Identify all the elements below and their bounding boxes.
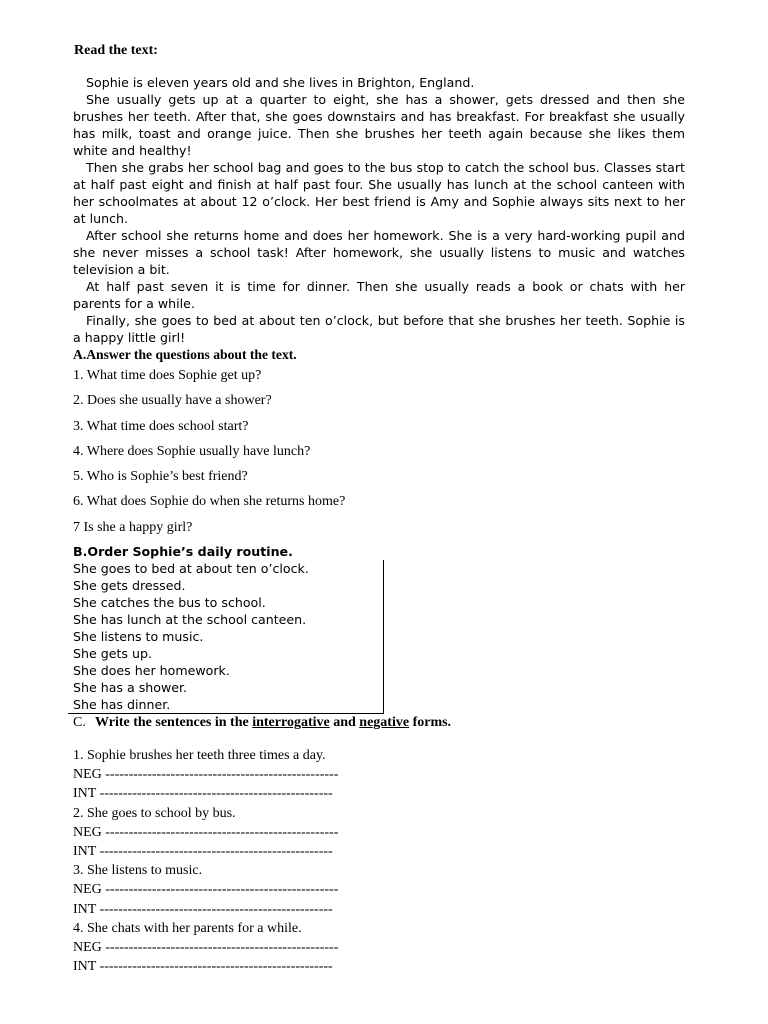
routine-item: She gets up.: [73, 646, 152, 661]
exercise-sentence: 4. She chats with her parents for a while.: [73, 920, 302, 936]
routine-item: She listens to music.: [73, 629, 204, 644]
routine-item: She catches the bus to school.: [73, 595, 266, 610]
int-answer-line[interactable]: INT --------------------------------------------------: [73, 901, 333, 917]
exercise-item: [73, 919, 338, 977]
neg-answer-line[interactable]: NEG --------------------------------------------------: [73, 882, 339, 898]
passage-paragraph: After school she returns home and does her homework. She is a very hard-working pupil and she never misses a school task! After homework, she usually listens to music and watches television a bit.: [73, 228, 685, 277]
routine-item: She gets dressed.: [73, 578, 186, 593]
neg-answer-line[interactable]: NEG --------------------------------------------------: [73, 824, 339, 840]
table-bottom-border: [68, 713, 384, 714]
keyword-interrogative: interrogative: [252, 715, 330, 730]
section-c-text: forms.: [412, 715, 452, 730]
passage-paragraph: Then she grabs her school bag and goes to the bus stop to catch the school bus. Classes start at half past eight and finish at half past four. She usually has lunch at the school canteen with her schoolmates at about 12 o’clock. Her best friend is Amy and Sophie always sits next to her at lunch.: [73, 160, 685, 226]
routine-item: She has lunch at the school canteen.: [73, 612, 307, 627]
section-c-letter: C.: [73, 715, 86, 730]
exercise-sentence: 2. She goes to school by bus.: [73, 805, 236, 821]
neg-answer-line[interactable]: NEG --------------------------------------------------: [73, 767, 339, 783]
exercise-item: [73, 746, 338, 804]
int-answer-line[interactable]: INT --------------------------------------------------: [73, 843, 333, 859]
neg-answer-line[interactable]: NEG --------------------------------------------------: [73, 939, 339, 955]
routine-item: She has a shower.: [73, 680, 188, 695]
transform-exercises: [73, 746, 338, 976]
routine-item: She has dinner.: [73, 697, 171, 712]
question-item: 2. Does she usually have a shower?: [73, 393, 272, 409]
section-b-heading: B.Order Sophie’s daily routine.: [73, 544, 293, 559]
routine-item: She does her homework.: [73, 663, 230, 678]
section-c-heading: [73, 715, 451, 731]
passage-paragraph: At half past seven it is time for dinner. Then she usually reads a book or chats with her parents for a while.: [73, 279, 685, 311]
question-item: 3. What time does school start?: [73, 418, 249, 434]
passage-paragraph: Finally, she goes to bed at about ten o’clock, but before that she brushes her teeth. Sophie is a happy little girl!: [73, 313, 685, 345]
exercise-sentence: 3. She listens to music.: [73, 863, 203, 879]
routine-item: She goes to bed at about ten o’clock.: [73, 561, 309, 576]
passage-paragraph: She usually gets up at a quarter to eight, she has a shower, gets dressed and then she brushes her teeth. After that, she goes downstairs and has breakfast. For breakfast she usually has milk, toast and orange juice. Then she brushes her teeth again because she likes them white and healthy!: [73, 92, 685, 158]
page-title: Read the text:: [74, 43, 158, 58]
passage-paragraph: Sophie is eleven years old and she lives in Brighton, England.: [86, 75, 475, 90]
keyword-negative: negative: [359, 715, 410, 730]
routine-list: [73, 560, 384, 713]
exercise-item: [73, 861, 338, 919]
int-answer-line[interactable]: INT --------------------------------------------------: [73, 959, 333, 975]
question-list: [73, 367, 345, 544]
section-c-text: Write the sentences in the: [95, 715, 249, 730]
question-item: 4. Where does Sophie usually have lunch?: [73, 443, 311, 459]
question-item: 5. Who is Sophie’s best friend?: [73, 469, 248, 485]
exercise-sentence: 1. Sophie brushes her teeth three times a day.: [73, 748, 326, 763]
question-item: 1. What time does Sophie get up?: [73, 368, 262, 383]
section-c-text: and: [333, 715, 356, 730]
question-item: 7 Is she a happy girl?: [73, 519, 193, 535]
exercise-item: [73, 804, 338, 862]
reading-passage: [73, 74, 685, 346]
int-answer-line[interactable]: INT --------------------------------------------------: [73, 786, 333, 802]
section-a-heading: A.Answer the questions about the text.: [73, 347, 297, 362]
question-item: 6. What does Sophie do when she returns home?: [73, 494, 346, 510]
